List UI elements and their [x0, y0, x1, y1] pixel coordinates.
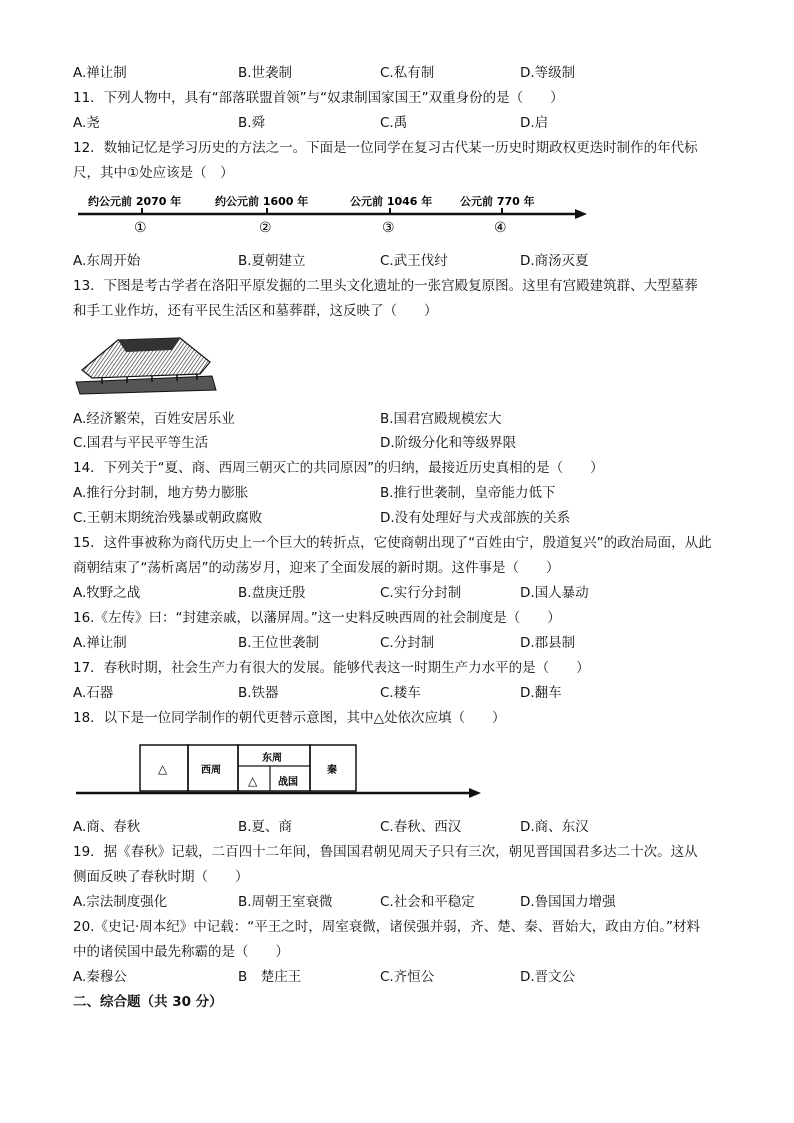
q10-option-a: A.禅让制 [73, 65, 127, 81]
q14-stem: 14．下列关于“夏、商、西周三朝灭亡的共同原因”的归纳，最接近历史真相的是（ ） [73, 460, 604, 476]
timeline-mark-3: ③ [382, 220, 395, 236]
q11-option-b: B.舜 [238, 115, 266, 131]
q18-option-a: A.商、春秋 [73, 819, 141, 835]
q18-option-d: D.商、东汉 [520, 819, 589, 835]
q20-stem-line2: 中的诸侯国中最先称霸的是（ ） [73, 944, 289, 960]
q15-stem-line1: 15．这件事被称为商代历史上一个巨大的转折点，它使商朝出现了“百姓由宁，殷道复兴”的政治局面，从此 [73, 535, 712, 551]
q15-option-a: A.牧野之战 [73, 585, 141, 601]
diagram-dongzhou: 东周 [262, 753, 282, 764]
q12-stem-line1: 12．数轴记忆是学习历史的方法之一。下面是一位同学在复习古代某一历史时期政权更迭时制作的年代标 [73, 140, 698, 156]
q13-option-d: D.阶级分化和等级界限 [380, 435, 517, 451]
q10-option-d: D.等级制 [520, 65, 576, 81]
q13-option-b: B.国君宫殿规模宏大 [380, 411, 502, 427]
palace-reconstruction-image [72, 330, 218, 396]
diagram-xizhou: 西周 [201, 765, 221, 776]
q16-option-d: D.郡县制 [520, 635, 576, 651]
timeline-label-2: 约公元前 1600 年 [215, 195, 309, 208]
q20-option-c: C.齐恒公 [380, 969, 435, 985]
timeline-label-1: 约公元前 2070 年 [88, 195, 182, 208]
q13-option-c: C.国君与平民平等生活 [73, 435, 209, 451]
section-heading: 二、综合题（共 30 分） [73, 994, 223, 1010]
q12-timeline [70, 188, 590, 238]
q19-option-a: A.宗法制度强化 [73, 894, 168, 910]
q13-option-a: A.经济繁荣，百姓安居乐业 [73, 411, 235, 427]
q17-option-d: D.翻车 [520, 685, 562, 701]
q20-option-d: D.晋文公 [520, 969, 576, 985]
q18-option-b: B.夏、商 [238, 819, 293, 835]
q16-stem: 16.《左传》曰：“封建亲戚，以藩屏周。”这一史料反映西周的社会制度是（ ） [73, 610, 561, 626]
timeline-label-3: 公元前 1046 年 [350, 195, 433, 208]
q11-option-a: A.尧 [73, 115, 100, 131]
q11-option-d: D.启 [520, 115, 549, 131]
q12-option-c: C.武王伐纣 [380, 253, 448, 269]
q10-option-c: C.私有制 [380, 65, 435, 81]
q16-option-b: B.王位世袭制 [238, 635, 320, 651]
diagram-triangle-1: △ [158, 762, 168, 776]
q14-option-b: B.推行世袭制，皇帝能力低下 [380, 485, 556, 501]
q12-option-d: D.商汤灭夏 [520, 253, 589, 269]
q15-option-c: C.实行分封制 [380, 585, 462, 601]
q16-option-a: A.禅让制 [73, 635, 127, 651]
q19-option-b: B.周朝王室衰微 [238, 894, 333, 910]
q20-option-b: B 楚庄王 [238, 969, 302, 985]
q12-option-a: A.东周开始 [73, 253, 141, 269]
q12-stem-line2: 尺，其中①处应该是（ ） [73, 165, 234, 181]
q19-option-d: D.鲁国国力增强 [520, 894, 616, 910]
q15-option-b: B.盘庚迁殷 [238, 585, 306, 601]
q19-option-c: C.社会和平稳定 [380, 894, 475, 910]
diagram-qin: 秦 [327, 765, 337, 776]
q15-stem-line2: 商朝结束了“荡析离居”的动荡岁月，迎来了全面发展的新时期。这件事是（ ） [73, 560, 560, 576]
q17-option-a: A.石器 [73, 685, 114, 701]
timeline-mark-1: ① [134, 220, 147, 236]
q19-stem-line1: 19．据《春秋》记载，二百四十二年间，鲁国国君朝见周天子只有三次，朝见晋国国君多达二十次。这从 [73, 844, 698, 860]
q15-option-d: D.国人暴动 [520, 585, 589, 601]
q10-option-b: B.世袭制 [238, 65, 293, 81]
q13-stem-line1: 13．下图是考古学者在洛阳平原发掘的二里头文化遗址的一张宫殿复原图。这里有宫殿建筑群、大型墓葬 [73, 278, 698, 294]
q14-option-c: C.王朝末期统治残暴或朝政腐败 [73, 510, 263, 526]
timeline-mark-2: ② [259, 220, 272, 236]
diagram-zhanguo: 战国 [278, 777, 298, 788]
q20-option-a: A.秦穆公 [73, 969, 127, 985]
q17-option-b: B.铁器 [238, 685, 279, 701]
q18-dynasty-diagram [74, 740, 484, 802]
q14-option-a: A.推行分封制，地方势力膨胀 [73, 485, 249, 501]
q18-stem: 18．以下是一位同学制作的朝代更替示意图，其中△处依次应填（ ） [73, 710, 506, 726]
q12-option-b: B.夏朝建立 [238, 253, 306, 269]
diagram-triangle-2: △ [248, 774, 258, 788]
q11-stem: 11．下列人物中，具有“部落联盟首领”与“奴隶制国家国王”双重身份的是（ ） [73, 90, 564, 106]
q16-option-c: C.分封制 [380, 635, 435, 651]
q17-option-c: C.耧车 [380, 685, 421, 701]
q18-option-c: C.春秋、西汉 [380, 819, 462, 835]
q20-stem-line1: 20.《史记·周本纪》中记载：“平王之时，周室衰微，诸侯强并弱，齐、楚、秦、晋始大，政由方伯。”材料 [73, 919, 700, 935]
q19-stem-line2: 侧面反映了春秋时期（ ） [73, 869, 249, 885]
q17-stem: 17．春秋时期，社会生产力有很大的发展。能够代表这一时期生产力水平的是（ ） [73, 660, 590, 676]
timeline-mark-4: ④ [494, 220, 507, 236]
timeline-label-4: 公元前 770 年 [460, 195, 535, 208]
q14-option-d: D.没有处理好与犬戎部族的关系 [380, 510, 571, 526]
q11-option-c: C.禹 [380, 115, 408, 131]
q13-stem-line2: 和手工业作坊，还有平民生活区和墓葬群，这反映了（ ） [73, 303, 438, 319]
